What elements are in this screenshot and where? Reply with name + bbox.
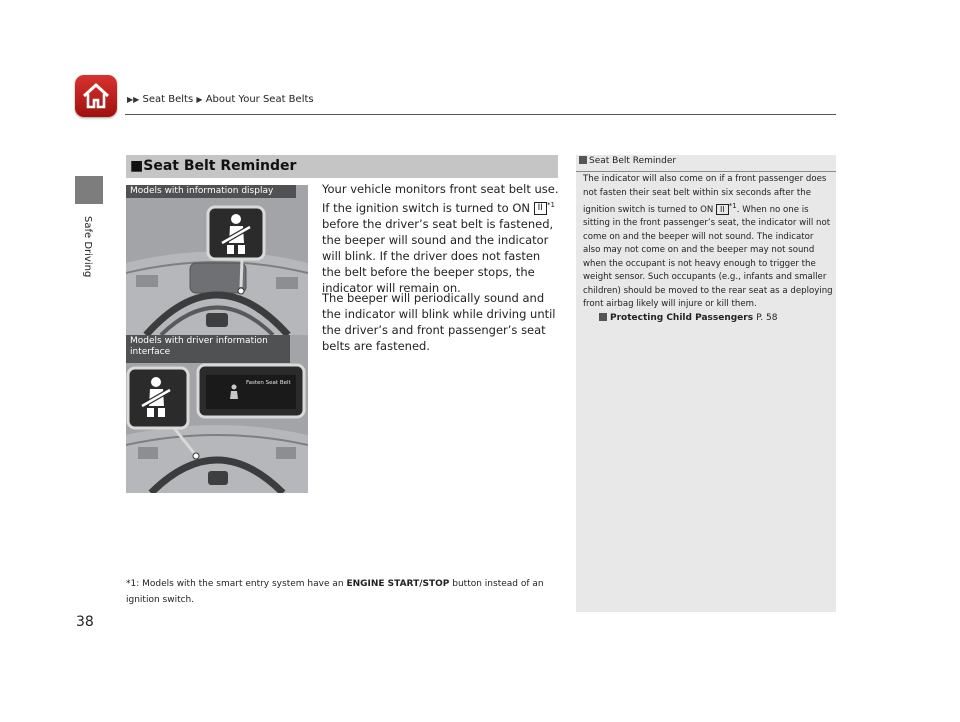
- paragraph-text: Your vehicle monitors front seat belt use. If the ignition switch is turned to ON: [322, 182, 559, 215]
- cross-reference-link[interactable]: [599, 312, 833, 326]
- footnote: [126, 576, 566, 608]
- section-label: Safe Driving: [82, 216, 93, 278]
- figure-caption: Models with driver information interface: [126, 335, 290, 363]
- header-divider: [125, 114, 836, 115]
- breadcrumb-arrow-icon: ▶▶: [127, 95, 140, 104]
- breadcrumb: [127, 94, 314, 105]
- section-heading: [126, 155, 558, 178]
- side-note-text: The indicator will also come on if a front passenger does not fasten their seat belt within six seconds after the ignition switch is turned to ON: [583, 174, 827, 215]
- section-heading-text: Seat Belt Reminder: [143, 158, 297, 174]
- side-note-divider: [576, 171, 836, 172]
- side-note-title: [579, 156, 676, 166]
- ignition-key-symbol: II: [716, 204, 729, 215]
- note-icon: [579, 156, 587, 164]
- page-number: 38: [76, 614, 94, 630]
- ignition-key-symbol: II: [534, 202, 547, 215]
- breadcrumb-item[interactable]: Seat Belts: [142, 94, 194, 105]
- paragraph-text: before the driver’s seat belt is fastened, the beeper will sound and the indicator will blink. If the driver does not fasten the belt before the beeper stops, the indicator will remain on.: [322, 216, 554, 295]
- figure-caption: Models with information display: [126, 185, 296, 198]
- home-button[interactable]: [75, 75, 117, 117]
- footnote-marker: *1: [546, 201, 555, 209]
- footnote-marker: *1: [728, 202, 737, 210]
- side-note-title-text: Seat Belt Reminder: [589, 156, 677, 166]
- display-screen-text: Fasten Seat Belt: [246, 380, 291, 386]
- paragraph: The beeper will periodically sound and the indicator will blink while driving until the driver’s and front passenger’s seat belts are fastened.: [322, 291, 556, 353]
- section-tab: [75, 176, 103, 204]
- paragraph: [322, 181, 562, 296]
- heading-square-icon: ■: [130, 158, 144, 174]
- cross-reference-page[interactable]: P. 58: [756, 312, 778, 323]
- side-note-text: . When no one is sitting in the front passenger’s seat, the indicator will not come on and the beeper will not sound. The indicator also may not come on and the beeper may not sound when the occupant is not heavy enough to trigger the weight sensor. Such occupants (e.g., infants and smaller children) should be moved to the rear seat as a deploying front airbag likely will injure or kill them.: [583, 204, 833, 310]
- link-arrow-icon: [599, 313, 607, 321]
- footnote-text: *1: Models with the smart entry system have an: [126, 579, 344, 589]
- footnote-bold-term: ENGINE START/STOP: [346, 579, 450, 589]
- home-icon: [81, 81, 111, 111]
- footnote-text: button instead of an ignition switch.: [126, 579, 544, 605]
- dashboard-illustration-information-display: [126, 185, 308, 335]
- cross-reference-label[interactable]: Protecting Child Passengers: [610, 312, 754, 323]
- breadcrumb-arrow-icon: ▶: [196, 95, 203, 104]
- breadcrumb-item[interactable]: About Your Seat Belts: [205, 94, 314, 105]
- side-note-body: [583, 173, 833, 325]
